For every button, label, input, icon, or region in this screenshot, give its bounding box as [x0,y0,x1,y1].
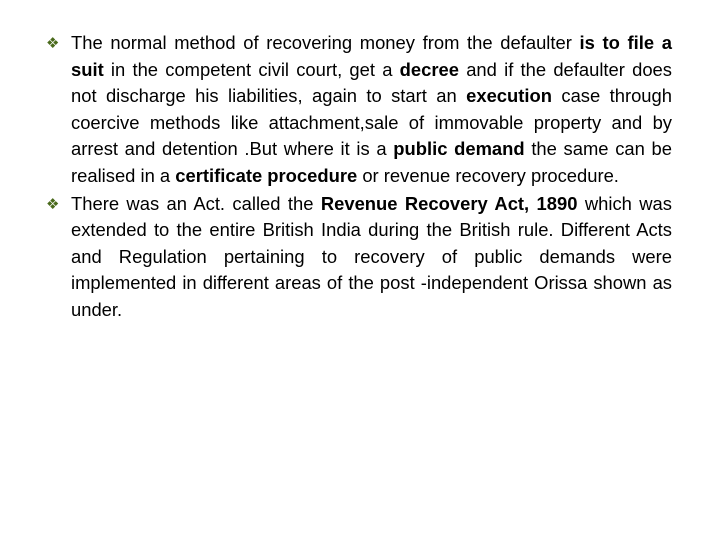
bullet-text [71,32,672,186]
diamond-bullet-icon: ❖ [46,194,60,213]
text-segment: which was extended to the entire British India during the British rule. Different Acts and Regulation pertaining to recovery of public demands were implemented in different areas of the post -independent Orissa shown as under. [71,192,672,320]
bullet-item [46,191,672,324]
bold-segment: public demand [393,138,525,160]
bold-segment: certificate procedure [175,164,358,186]
bold-segment: execution [466,85,552,107]
bullet-list [46,30,672,325]
text-segment: and if the defaulter does not discharge his liabilities, again to start an [71,58,672,107]
text-segment: in the competent civil court, get a [103,58,400,80]
bold-segment: is to file a suit [71,32,672,80]
bold-segment: decree [399,58,459,80]
bold-segment: Revenue Recovery Act, 1890 [320,192,578,214]
text-segment: or revenue recovery procedure. [357,164,619,186]
text-segment: the same can be realised in a [71,138,672,186]
text-segment: case through coercive methods like attachment,sale of immovable property and by arrest and detention .But where it is a [71,85,672,160]
text-segment: The normal method of recovering money from the defaulter [71,32,580,53]
bullet-item [46,30,672,190]
bullet-text [71,193,672,320]
text-segment: There was an Act. called the [71,192,321,214]
diamond-bullet-icon: ❖ [46,34,60,52]
